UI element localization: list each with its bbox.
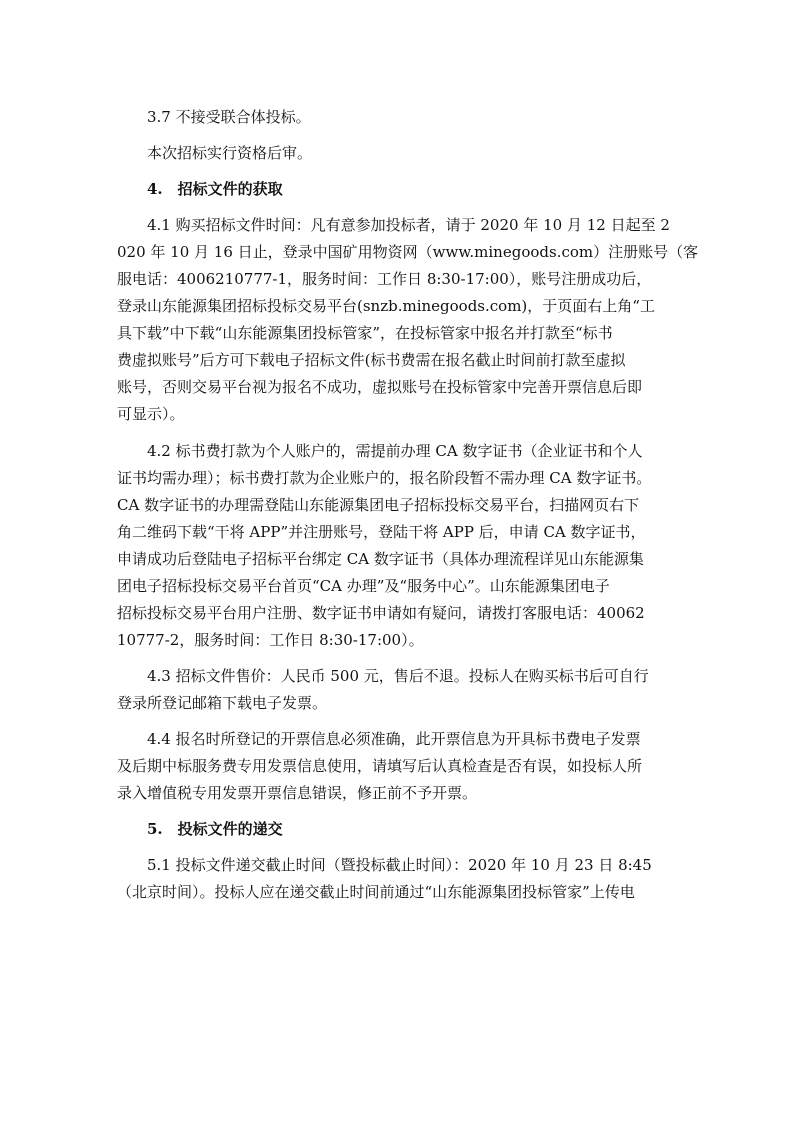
paragraph-4-2-line: 申请成功后登陆电子招标平台绑定 CA 数字证书（具体办理流程详见山东能源集 <box>117 550 644 568</box>
paragraph-5-1-line: 5.1 投标文件递交截止时间（暨投标截止时间）：2020 年 10 月 23 日 8:45 <box>147 856 652 874</box>
paragraph-4-1-line: 账号，否则交易平台视为报名不成功，虚拟账号在投标管家中完善开票信息后即 <box>117 378 643 396</box>
clause-3-7: 3.7 不接受联合体投标。 <box>147 108 311 126</box>
paragraph-5-1-line: （北京时间）。投标人应在递交截止时间前通过“山东能源集团投标管家”上传电 <box>117 883 635 901</box>
paragraph-4-2-line: CA 数字证书的办理需登陆山东能源集团电子招标投标交易平台，扫描网页右下 <box>117 496 640 514</box>
paragraph-4-2-line: 4.2 标书费打款为个人账户的，需提前办理 CA 数字证书（企业证书和个人 <box>147 442 643 460</box>
paragraph-4-1-line: 可显示）。 <box>117 405 185 423</box>
section-heading-5: 5. 投标文件的递交 <box>147 820 283 838</box>
paragraph-4-1-line: 020 年 10 月 16 日止，登录中国矿用物资网（www.minegoods.com）注册账号（客 <box>117 243 699 261</box>
paragraph-4-1-line: 费虚拟账号”后方可下载电子招标文件(标书费需在报名截止时间前打款至虚拟 <box>117 351 626 369</box>
paragraph-4-2-line: 角二维码下载“干将 APP”并注册账号，登陆干将 APP 后，申请 CA 数字证书， <box>117 523 646 541</box>
paragraph-4-1-line: 服电话：4006210777-1，服务时间：工作日 8:30-17:00），账号注册成功后， <box>117 270 652 288</box>
paragraph-4-1-line: 4.1 购买招标文件时间：凡有意参加投标者，请于 2020 年 10 月 12 日起至 2 <box>147 216 670 234</box>
paragraph-4-3-line: 4.3 招标文件售价：人民币 500 元，售后不退。投标人在购买标书后可自行 <box>147 667 649 685</box>
paragraph-4-2-line: 团电子招标投标交易平台首页“CA 办理”及“服务中心”。山东能源集团电子 <box>117 577 610 595</box>
paragraph-4-1-line: 具下载”中下载“山东能源集团投标管家”，在投标管家中报名并打款至“标书 <box>117 324 613 342</box>
paragraph-4-2-line: 招标投标交易平台用户注册、数字证书申请如有疑问，请拨打客服电话：40062 <box>117 604 645 622</box>
paragraph-4-4-line: 录入增值税专用发票开票信息错误，修正前不予开票。 <box>117 784 478 802</box>
paragraph-4-3-line: 登录所登记邮箱下载电子发票。 <box>117 694 328 712</box>
section-heading-4: 4. 招标文件的获取 <box>147 180 283 198</box>
paragraph-4-2-line: 10777-2，服务时间：工作日 8:30-17:00）。 <box>117 631 424 649</box>
paragraph-4-2-line: 证书均需办理）；标书费打款为企业账户的，报名阶段暂不需办理 CA 数字证书。 <box>117 469 652 487</box>
qualification-review-note: 本次招标实行资格后审。 <box>147 144 313 162</box>
paragraph-4-1-line: 登录山东能源集团招标投标交易平台(snzb.minegoods.com)，于页面右上角“工 <box>117 297 655 315</box>
paragraph-4-4-line: 及后期中标服务费专用发票信息使用，请填写后认真检查是否有误，如投标人所 <box>117 757 643 775</box>
paragraph-4-4-line: 4.4 报名时所登记的开票信息必须准确，此开票信息为开具标书费电子发票 <box>147 730 641 748</box>
